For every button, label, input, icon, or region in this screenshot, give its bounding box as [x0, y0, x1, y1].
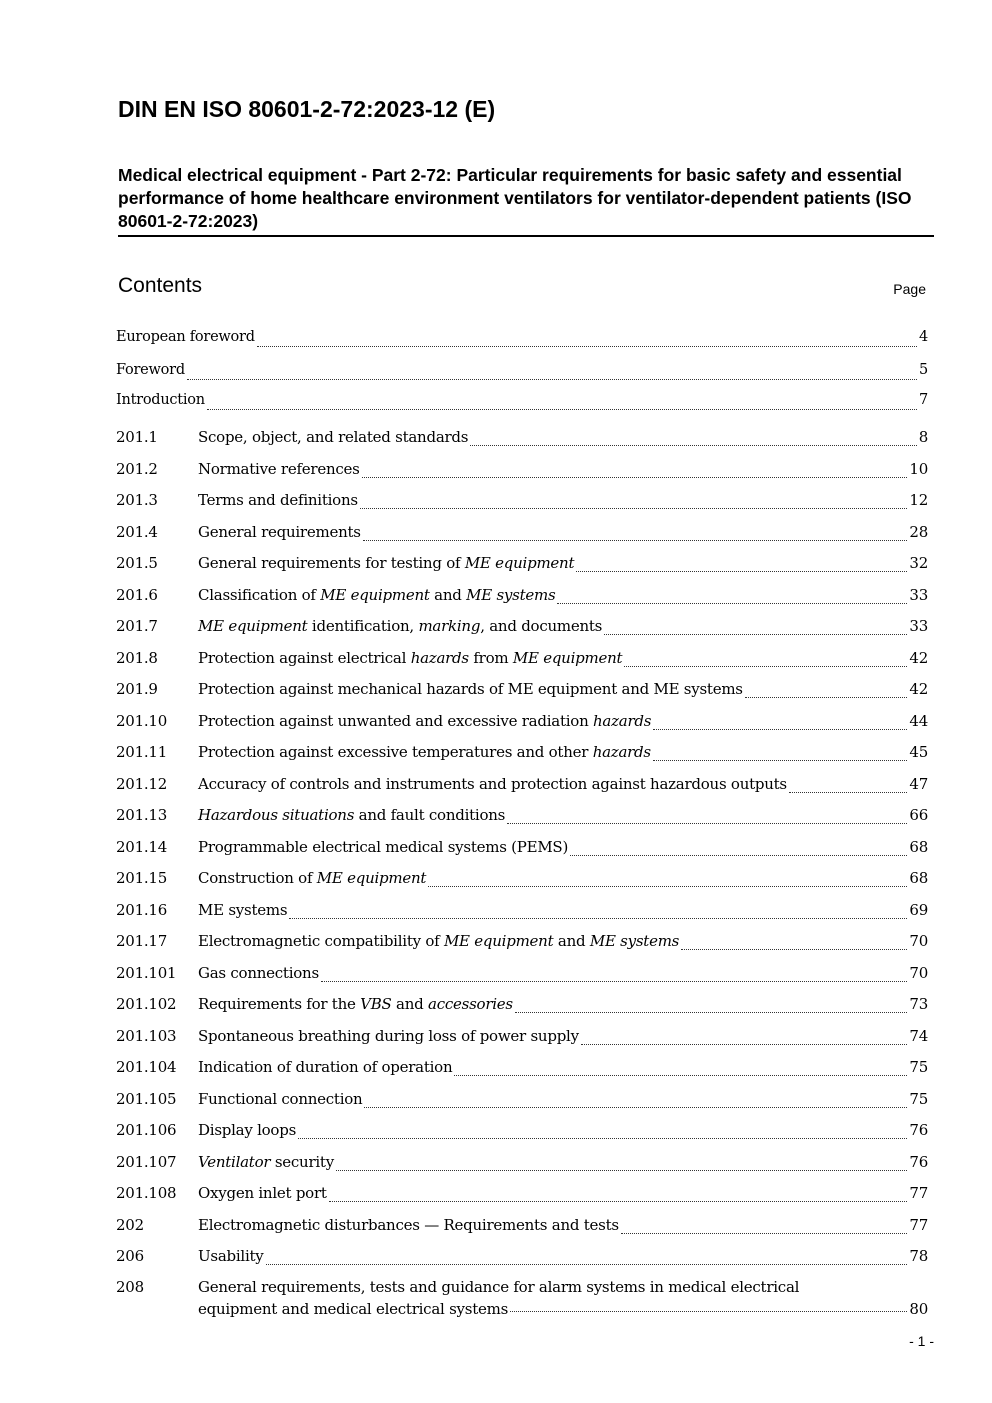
toc-entry-number: 201.101: [116, 964, 177, 982]
dot-leader: [187, 378, 917, 380]
toc-entry-title: [198, 712, 651, 730]
document-title: DIN EN ISO 80601-2-72:2023-12 (E): [118, 96, 496, 122]
toc-title-text: Functional connection: [198, 1090, 363, 1108]
toc-title-text: Normative references: [198, 460, 360, 478]
toc-entry-title-line1: General requirements, tests and guidance for alarm systems in medical electrical: [198, 1278, 800, 1296]
toc-title-text: Display loops: [198, 1121, 297, 1139]
toc-entry-title: [198, 649, 622, 667]
toc-entry-number: 201.6: [116, 586, 158, 604]
toc-entry-number: 201.107: [116, 1153, 177, 1171]
dot-leader: [581, 1043, 908, 1045]
toc-entry-title: [198, 901, 287, 919]
toc-title-italic-term: Ventilator: [198, 1153, 271, 1171]
dot-leader: [510, 1310, 907, 1312]
toc-entry-title: [198, 1058, 452, 1076]
toc-entry-page: 33: [909, 617, 928, 635]
toc-title-text: and: [553, 932, 590, 950]
toc-title-text: identification,: [307, 617, 419, 635]
front-matter-entry[interactable]: [116, 362, 928, 386]
toc-title-italic-term: marking: [418, 617, 481, 635]
dot-leader: [329, 1200, 908, 1202]
toc-entry[interactable]: [116, 1247, 928, 1271]
toc-entry-page: 75: [909, 1058, 928, 1076]
toc-entry-title: [198, 1027, 579, 1045]
toc-title-text: and: [429, 586, 467, 604]
toc-entry-number: 201.5: [116, 554, 158, 572]
toc-title-text: and fault conditions: [354, 806, 506, 824]
toc-entry-title: [198, 1153, 334, 1171]
dot-leader: [507, 822, 907, 824]
toc-entry-title: [198, 680, 743, 698]
toc-entry-page: 77: [909, 1184, 928, 1202]
toc-entry[interactable]: [116, 775, 928, 799]
toc-entry-page: 10: [909, 460, 928, 478]
toc-entry[interactable]: [116, 1058, 928, 1082]
toc-title-text: Electromagnetic compatibility of: [198, 932, 444, 950]
toc-title-italic-term: ME systems: [466, 586, 556, 604]
dot-leader: [515, 1011, 908, 1013]
toc-title-italic-term: ME equipment: [464, 554, 575, 572]
toc-title-text: Accuracy of controls and instruments and protection against hazardous outputs: [198, 775, 787, 793]
toc-title-text: Construction of: [198, 869, 317, 887]
dot-leader: [207, 408, 917, 410]
toc-entry[interactable]: [116, 901, 928, 925]
toc-entry-number: 208: [116, 1278, 144, 1296]
toc-entry-title: [198, 932, 679, 950]
document-subtitle: Medical electrical equipment - Part 2-72: Particular requirements for basic safety and essential performance of home healthcare environment ventilators for ventilator-dependent patients (ISO 80601-2-72:2023): [118, 164, 934, 237]
toc-entry-title: [198, 1184, 327, 1202]
dot-leader: [321, 980, 908, 982]
toc-entry[interactable]: [116, 1121, 928, 1145]
toc-entry[interactable]: [116, 995, 928, 1019]
dot-leader: [364, 1106, 907, 1108]
toc-title-text: Spontaneous breathing during loss of power supply: [198, 1027, 579, 1045]
toc-entry-page: 33: [909, 586, 928, 604]
toc-entry[interactable]: [116, 491, 928, 515]
toc-entry-number: 201.12: [116, 775, 167, 793]
toc-entry-number: 201.1: [116, 428, 158, 446]
toc-title-italic-term: hazards: [592, 743, 651, 761]
toc-entry-title: [198, 460, 360, 478]
toc-entry-page: 75: [909, 1090, 928, 1108]
toc-entry-page: 77: [909, 1216, 928, 1234]
toc-entry-number: 201.2: [116, 460, 158, 478]
toc-entry-page: 66: [909, 806, 928, 824]
toc-entry-number: 201.17: [116, 932, 167, 950]
toc-entry-title: [198, 964, 319, 982]
toc-entry-page: 42: [909, 680, 928, 698]
front-matter-title: Introduction: [116, 392, 205, 408]
toc-entry-title: [198, 806, 505, 824]
dot-leader: [289, 917, 907, 919]
toc-entry-number: 201.102: [116, 995, 177, 1013]
toc-entry[interactable]: [116, 838, 928, 862]
toc-entry-page: 70: [909, 964, 928, 982]
toc-entry-title: [198, 491, 358, 509]
toc-entry[interactable]: [116, 712, 928, 736]
toc-entry-title: [198, 554, 574, 572]
toc-entry-number: 201.10: [116, 712, 167, 730]
toc-entry[interactable]: [116, 743, 928, 767]
footer-page-number: - 1 -: [909, 1333, 934, 1349]
toc-entry-number: 201.104: [116, 1058, 177, 1076]
toc-entry-number: 206: [116, 1247, 144, 1265]
front-matter-page: 4: [919, 329, 928, 345]
toc-title-text: Gas connections: [198, 964, 319, 982]
toc-entry-page: 78: [909, 1247, 928, 1265]
toc-title-text: Usability: [198, 1247, 264, 1265]
toc-entry-number: 201.8: [116, 649, 158, 667]
toc-entry-title: [198, 1121, 296, 1139]
toc-title-text: ME systems: [198, 901, 288, 919]
toc-title-text: Terms and definitions: [198, 491, 358, 509]
dot-leader: [570, 854, 907, 856]
toc-entry-page: 47: [909, 775, 928, 793]
toc-title-italic-term: Hazardous situations: [198, 806, 355, 824]
toc-entry-page: 68: [909, 869, 928, 887]
toc-entry-number: 201.14: [116, 838, 167, 856]
toc-title-text: Protection against unwanted and excessive radiation: [198, 712, 594, 730]
dot-leader: [576, 570, 907, 572]
toc-entry-number: 201.15: [116, 869, 167, 887]
toc-title-italic-term: hazards: [410, 649, 469, 667]
toc-entry-title: [198, 869, 426, 887]
toc-entry-number: 202: [116, 1216, 144, 1234]
toc-entry-title: [198, 1247, 264, 1265]
toc-entry-208[interactable]: [116, 1278, 928, 1326]
toc-entry-page: 45: [909, 743, 928, 761]
toc-title-italic-term: ME equipment: [320, 586, 430, 604]
toc-entry-page: 68: [909, 838, 928, 856]
toc-entry[interactable]: [116, 869, 928, 893]
toc-entry-title: [198, 838, 568, 856]
toc-title-text: General requirements: [198, 523, 361, 541]
toc-title-italic-term: ME systems: [589, 932, 680, 950]
toc-entry-title-line2: equipment and medical electrical systems: [198, 1300, 509, 1318]
toc-entry-number: 201.106: [116, 1121, 177, 1139]
front-matter-title: European foreword: [116, 329, 255, 345]
toc-title-italic-term: ME equipment: [198, 617, 308, 635]
toc-title-italic-term: VBS: [360, 995, 392, 1013]
front-matter-page: 7: [919, 392, 928, 408]
toc-entry[interactable]: [116, 1184, 928, 1208]
toc-entry[interactable]: [116, 617, 928, 641]
dot-leader: [789, 791, 908, 793]
toc-entry[interactable]: [116, 1090, 928, 1114]
toc-entry-number: 201.108: [116, 1184, 177, 1202]
toc-entry-page: 42: [909, 649, 928, 667]
dot-leader: [470, 444, 916, 446]
toc-entry-title: [198, 428, 468, 446]
front-matter-entry[interactable]: [116, 392, 928, 416]
toc-entry-number: 201.3: [116, 491, 158, 509]
dot-leader: [557, 602, 907, 604]
page-column-label: Page: [893, 281, 926, 297]
toc-entry[interactable]: [116, 586, 928, 610]
front-matter-entry[interactable]: [116, 329, 928, 353]
toc-entry-page: 76: [909, 1121, 928, 1139]
toc-entry[interactable]: [116, 428, 928, 452]
dot-leader: [454, 1074, 907, 1076]
dot-leader: [745, 696, 908, 698]
toc-title-text: and: [391, 995, 429, 1013]
toc-entry[interactable]: [116, 680, 928, 704]
toc-entry-number: 201.4: [116, 523, 158, 541]
toc-title-italic-term: ME equipment: [512, 649, 623, 667]
toc-entry-number: 201.9: [116, 680, 158, 698]
dot-leader: [624, 665, 907, 667]
toc-title-text: Electromagnetic disturbances — Requirements and tests: [198, 1216, 619, 1234]
dot-leader: [266, 1263, 908, 1265]
toc-title-italic-term: ME equipment: [316, 869, 427, 887]
toc-title-text: Protection against excessive temperatures and other: [198, 743, 593, 761]
toc-entry-page: 44: [909, 712, 928, 730]
toc-entry[interactable]: [116, 523, 928, 547]
toc-title-text: Indication of duration of operation: [198, 1058, 453, 1076]
toc-title-text: Scope, object, and related standards: [198, 428, 469, 446]
toc-entry[interactable]: [116, 806, 928, 830]
toc-entry[interactable]: [116, 1153, 928, 1177]
toc-entry[interactable]: [116, 554, 928, 578]
toc-title-text: Protection against electrical: [198, 649, 411, 667]
contents-heading: Contents: [118, 274, 203, 297]
dot-leader: [362, 476, 908, 478]
toc-title-italic-term: ME equipment: [443, 932, 554, 950]
toc-entry-page: 76: [909, 1153, 928, 1171]
toc-entry-page: 74: [909, 1027, 928, 1045]
dot-leader: [681, 948, 907, 950]
toc-entry-title: [198, 586, 555, 604]
toc-entry-page: 8: [918, 428, 928, 446]
toc-title-italic-term: accessories: [428, 995, 513, 1013]
front-matter-page: 5: [919, 362, 928, 378]
toc-entry[interactable]: [116, 649, 928, 673]
toc-entry-title: [198, 523, 361, 541]
toc-entry-number: 201.11: [116, 743, 167, 761]
toc-title-text: Programmable electrical medical systems (PEMS): [198, 838, 569, 856]
toc-entry-page: 73: [909, 995, 928, 1013]
toc-entry[interactable]: [116, 964, 928, 988]
toc-entry-page: 28: [909, 523, 928, 541]
toc-entry-page: 80: [909, 1300, 928, 1318]
toc-entry-page: 32: [909, 554, 928, 572]
toc-entry-title: [198, 1090, 362, 1108]
toc-entry-title: [198, 743, 651, 761]
toc-entry-page: 69: [909, 901, 928, 919]
toc-entry-page: 12: [909, 491, 928, 509]
toc-entry[interactable]: [116, 1216, 928, 1240]
dot-leader: [336, 1169, 907, 1171]
dot-leader: [257, 345, 917, 347]
dot-leader: [428, 885, 907, 887]
dot-leader: [653, 759, 908, 761]
toc-entry[interactable]: [116, 932, 928, 956]
dot-leader: [298, 1137, 907, 1139]
dot-leader: [621, 1232, 908, 1234]
dot-leader: [653, 728, 907, 730]
toc-title-text: Protection against mechanical hazards of ME equipment and ME systems: [198, 680, 743, 698]
dot-leader: [363, 539, 908, 541]
toc-entry-title: [198, 617, 602, 635]
toc-title-text: General requirements for testing of: [198, 554, 465, 572]
toc-entry-number: 201.105: [116, 1090, 177, 1108]
dot-leader: [604, 633, 907, 635]
toc-entry-number: 201.7: [116, 617, 158, 635]
toc-title-text: , and documents: [480, 617, 603, 635]
toc-entry-title: [198, 775, 787, 793]
front-matter-title: Foreword: [116, 362, 185, 378]
toc-title-text: Classification of: [198, 586, 321, 604]
toc-title-italic-term: hazards: [593, 712, 652, 730]
toc-title-text: Oxygen inlet port: [198, 1184, 327, 1202]
toc-title-text: from: [468, 649, 513, 667]
toc-entry-page: 70: [909, 932, 928, 950]
toc-entry[interactable]: [116, 460, 928, 484]
toc-title-text: Requirements for the: [198, 995, 361, 1013]
toc-entry-title: [198, 1216, 619, 1234]
toc-entry-number: 201.13: [116, 806, 167, 824]
toc-entry-title: [198, 995, 513, 1013]
dot-leader: [360, 507, 908, 509]
toc-title-text: security: [270, 1153, 334, 1171]
toc-entry[interactable]: [116, 1027, 928, 1051]
toc-entry-number: 201.103: [116, 1027, 177, 1045]
toc-entry-number: 201.16: [116, 901, 167, 919]
